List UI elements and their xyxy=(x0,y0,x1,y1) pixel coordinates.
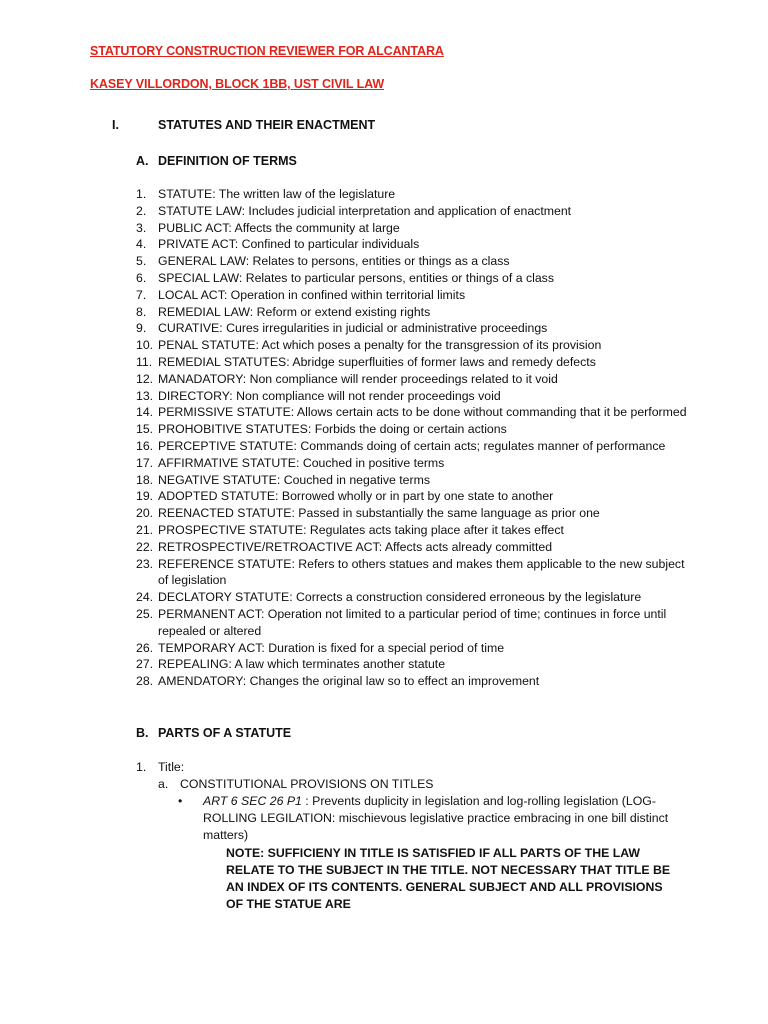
list-item xyxy=(136,253,696,270)
list-item-text: DIRECTORY: Non compliance will not render proceedings void xyxy=(158,388,501,403)
list-item xyxy=(136,287,696,304)
list-item-text: STATUTE LAW: Includes judicial interpretation and application of enactment xyxy=(158,203,572,218)
list-item-text: REENACTED STATUTE: Passed in substantially the same language as prior one xyxy=(158,506,600,521)
list-item-text: STATUTE: The written law of the legislature xyxy=(158,187,396,201)
list-item-text: PROHOBITIVE STATUTES: Forbids the doing or certain actions xyxy=(158,422,507,437)
list-item-text: LOCAL ACT: Operation in confined within territorial limits xyxy=(158,287,466,302)
sub-a-title: CONSTITUTIONAL PROVISIONS ON TITLES xyxy=(180,777,434,791)
list-item xyxy=(136,320,696,337)
part-1-label: Title: xyxy=(158,760,185,774)
list-item-number: 10. xyxy=(136,338,154,353)
list-item xyxy=(136,337,696,354)
list-item-number: 1. xyxy=(136,187,147,201)
list-item xyxy=(136,304,696,321)
list-item xyxy=(136,606,696,640)
bullet-text: : Prevents duplicity in legislation and log-rolling legislation (LOG-ROLLING LEGILATION: mischievous legislative practice embracing in one bill distinct matters) xyxy=(203,794,669,842)
list-item-text: PERMISSIVE STATUTE: Allows certain acts to be done without commanding that it be performed xyxy=(158,405,687,420)
list-item xyxy=(136,220,696,237)
list-item-text: PENAL STATUTE: Act which poses a penalty for the transgression of its provision xyxy=(158,338,602,353)
list-item-number: 7. xyxy=(136,287,147,302)
list-item-number: 23. xyxy=(136,556,154,571)
bullet-paragraph xyxy=(203,793,673,843)
list-item-number: 24. xyxy=(136,590,154,605)
list-item-number: 26. xyxy=(136,640,154,655)
list-item-text: NEGATIVE STATUTE: Couched in negative terms xyxy=(158,472,430,487)
list-item-number: 4. xyxy=(136,237,147,252)
list-item xyxy=(136,589,696,606)
list-item xyxy=(136,656,696,673)
list-item-text: PRIVATE ACT: Confined to particular individuals xyxy=(158,237,420,252)
list-item-number: 28. xyxy=(136,674,154,689)
list-item xyxy=(136,455,696,472)
list-item-number: 19. xyxy=(136,489,154,504)
list-item xyxy=(136,404,696,421)
bullet-icon: • xyxy=(178,794,183,808)
list-item-number: 27. xyxy=(136,657,154,672)
list-item-number: 3. xyxy=(136,220,147,235)
list-item-text: MANADATORY: Non compliance will render proceedings related to it void xyxy=(158,371,558,386)
list-item-text: RETROSPECTIVE/RETROACTIVE ACT: Affects acts already committed xyxy=(158,539,553,554)
list-item-number: 25. xyxy=(136,606,154,621)
list-item-text: PROSPECTIVE STATUTE: Regulates acts taking place after it takes effect xyxy=(158,522,564,537)
list-item xyxy=(136,186,696,203)
list-item-text: AFFIRMATIVE STATUTE: Couched in positive terms xyxy=(158,455,445,470)
list-item-number: 6. xyxy=(136,270,147,285)
list-item-text: REMEDIAL STATUTES: Abridge superfluities of former laws and remedy defects xyxy=(158,354,596,369)
list-item-text: REFERENCE STATUTE: Refers to others statues and makes them applicable to the new subject of legislation xyxy=(158,556,685,588)
list-item-text: TEMPORARY ACT: Duration is fixed for a special period of time xyxy=(158,640,505,655)
section-a-title: DEFINITION OF TERMS xyxy=(158,154,297,168)
list-item-number: 21. xyxy=(136,522,154,537)
list-item-number: 17. xyxy=(136,455,154,470)
list-item-text: ADOPTED STATUTE: Borrowed wholly or in part by one state to another xyxy=(158,489,554,504)
list-item xyxy=(136,203,696,220)
section-a-letter: A. xyxy=(136,154,149,168)
list-item-number: 13. xyxy=(136,388,154,403)
list-item xyxy=(136,354,696,371)
list-item xyxy=(136,556,696,590)
list-item-number: 14. xyxy=(136,405,154,420)
list-item xyxy=(136,640,696,657)
list-item-text: REMEDIAL LAW: Reform or extend existing rights xyxy=(158,304,431,319)
document-author: KASEY VILLORDON, BLOCK 1BB, UST CIVIL LAW xyxy=(90,77,385,91)
list-item-text: CURATIVE: Cures irregularities in judicial or administrative proceedings xyxy=(158,321,548,336)
document-title: STATUTORY CONSTRUCTION REVIEWER FOR ALCANTARA xyxy=(90,44,444,58)
list-item xyxy=(136,522,696,539)
list-item xyxy=(136,388,696,405)
list-item-number: 18. xyxy=(136,472,154,487)
list-item-number: 9. xyxy=(136,321,147,336)
section-i-title: STATUTES AND THEIR ENACTMENT xyxy=(158,118,376,132)
definition-list xyxy=(136,186,696,690)
list-item-number: 8. xyxy=(136,304,147,319)
note-paragraph xyxy=(226,845,678,913)
list-item-text: PERCEPTIVE STATUTE: Commands doing of certain acts; regulates manner of performance xyxy=(158,438,666,453)
section-b-letter: B. xyxy=(136,726,149,740)
list-item-text: AMENDATORY: Changes the original law so to effect an improvement xyxy=(158,674,540,689)
note-text: SUFFICIENY IN TITLE IS SATISFIED IF ALL PARTS OF THE LAW RELATE TO THE SUBJECT IN THE TITLE. NOT NECESSARY THAT TITLE BE AN INDEX OF ITS CONTENTS. GENERAL SUBJECT AND ALL PROVISIONS OF THE STATUE ARE xyxy=(226,846,671,911)
list-item xyxy=(136,505,696,522)
list-item xyxy=(136,270,696,287)
section-b-title: PARTS OF A STATUTE xyxy=(158,726,292,740)
list-item-text: DECLATORY STATUTE: Corrects a construction considered erroneous by the legislature xyxy=(158,590,642,605)
list-item-text: PERMANENT ACT: Operation not limited to a particular period of time; continues in force until repealed or altered xyxy=(158,606,667,638)
list-item xyxy=(136,371,696,388)
list-item xyxy=(136,236,696,253)
list-item-text: REPEALING: A law which terminates another statute xyxy=(158,657,446,672)
bullet-reference: ART 6 SEC 26 P1 xyxy=(203,794,302,808)
section-i-numeral: I. xyxy=(112,118,119,132)
part-1-number: 1. xyxy=(136,760,147,774)
list-item-text: PUBLIC ACT: Affects the community at large xyxy=(158,220,400,235)
list-item-text: SPECIAL LAW: Relates to particular persons, entities or things of a class xyxy=(158,270,554,285)
list-item-number: 5. xyxy=(136,254,147,269)
list-item-number: 12. xyxy=(136,371,154,386)
list-item xyxy=(136,472,696,489)
sub-a-letter: a. xyxy=(158,777,169,791)
note-label: NOTE: xyxy=(226,846,265,860)
list-item xyxy=(136,438,696,455)
list-item-number: 20. xyxy=(136,506,154,521)
list-item-number: 15. xyxy=(136,422,154,437)
list-item-text: GENERAL LAW: Relates to persons, entities or things as a class xyxy=(158,254,510,269)
list-item xyxy=(136,673,696,690)
list-item-number: 11. xyxy=(136,354,153,369)
list-item xyxy=(136,488,696,505)
list-item xyxy=(136,539,696,556)
list-item-number: 2. xyxy=(136,203,147,218)
list-item-number: 16. xyxy=(136,438,154,453)
list-item xyxy=(136,421,696,438)
list-item-number: 22. xyxy=(136,539,154,554)
